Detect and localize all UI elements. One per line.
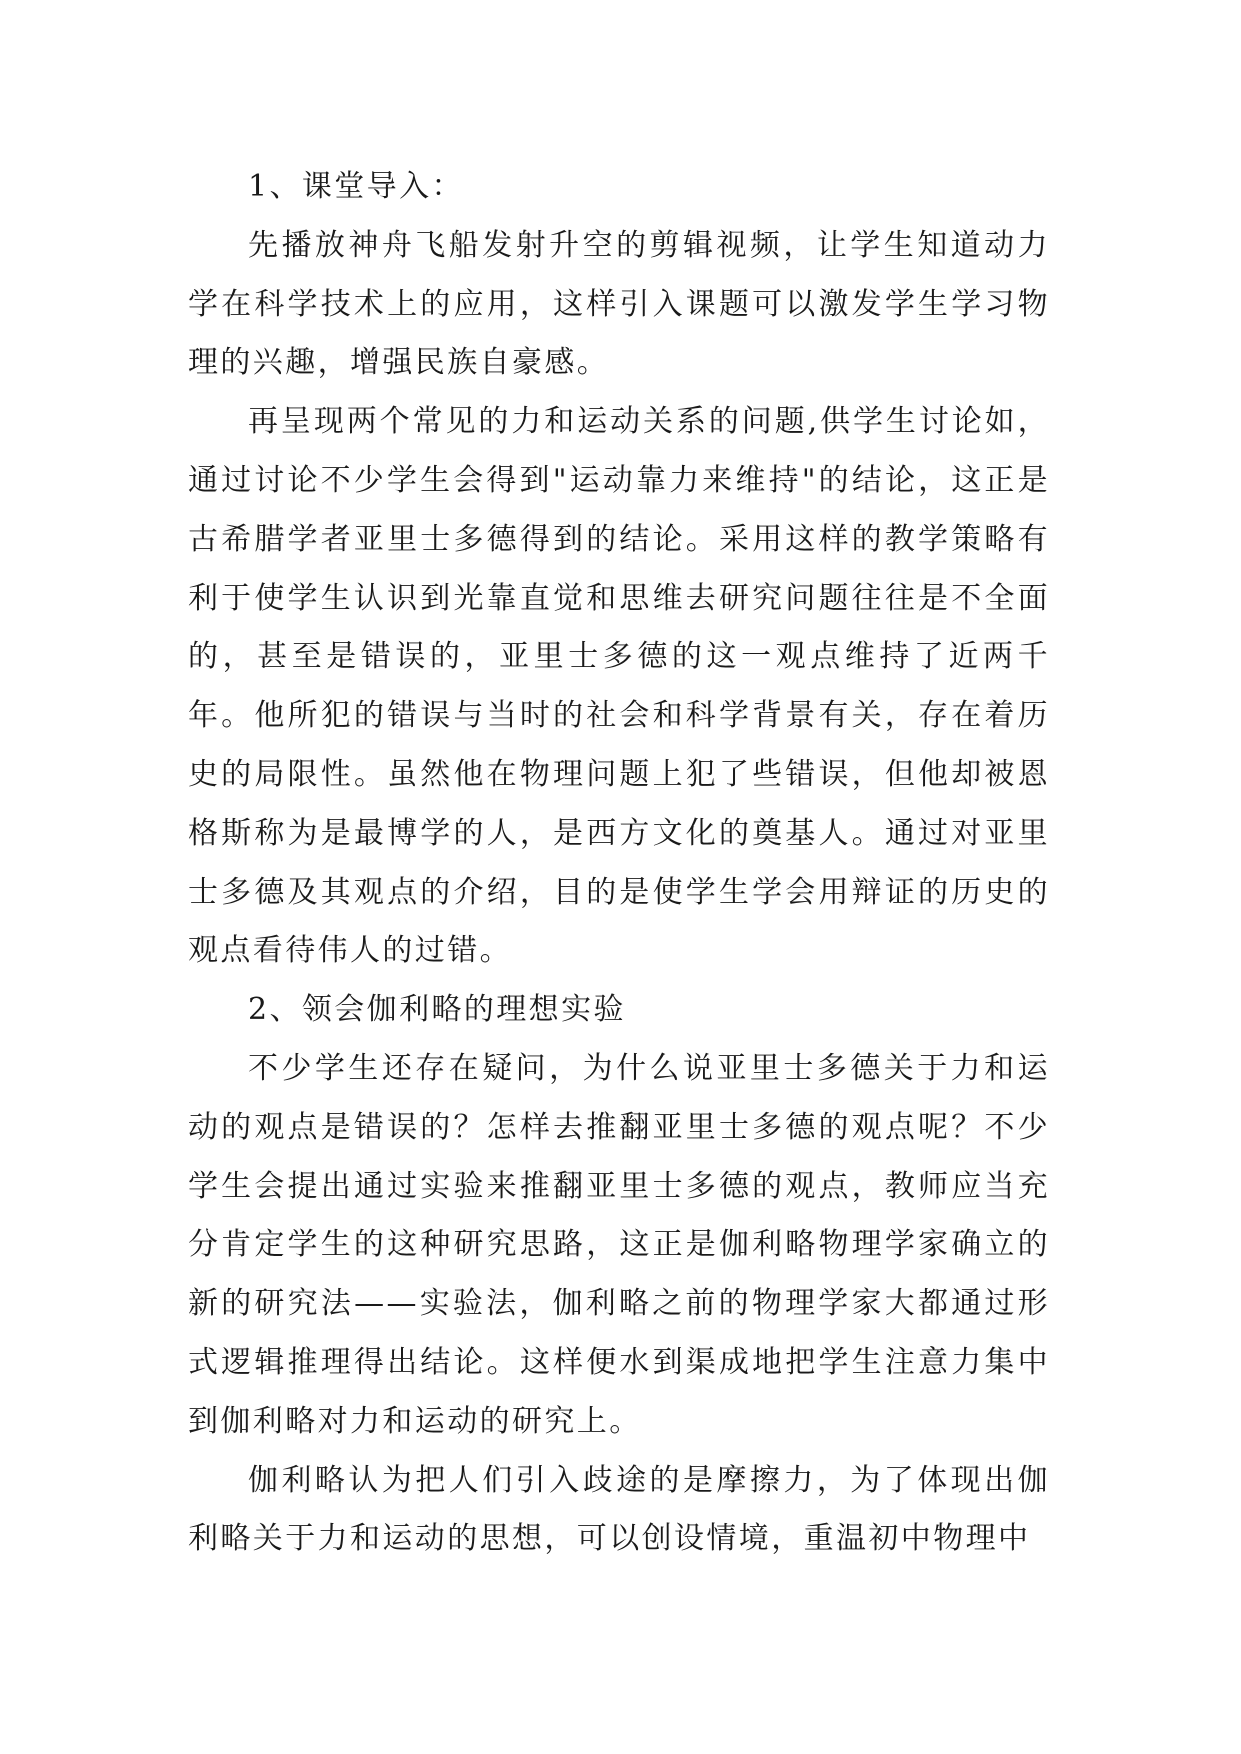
section-heading-classroom-intro: 1、课堂导入： bbox=[248, 169, 464, 204]
paragraph-video-intro: 先播放神舟飞船发射升空的剪辑视频，让学生知道动力学在科学技术上的应用，这样引入课题可以激发学生学习物理的兴趣，增强民族自豪感。 bbox=[188, 227, 1050, 381]
paragraph-experimental-method: 不少学生还存在疑问，为什么说亚里士多德关于力和运动的观点是错误的？怎样去推翻亚里士多德的观点呢？不少学生会提出通过实验来推翻亚里士多德的观点，教师应当充分肯定学生的这种研究思路，这正是伽利略物理学家确立的新的研究法——实验法，伽利略之前的物理学家大都通过形式逻辑推理得出结论。这样便水到渠成地把学生注意力集中到伽利略对力和运动的研究上。 bbox=[188, 1050, 1050, 1439]
paragraph-friction: 伽利略认为把人们引入歧途的是摩擦力，为了体现出伽利略关于力和运动的思想，可以创设情境，重温初中物理中 bbox=[188, 1462, 1050, 1557]
section-heading-galileo-experiment: 2、领会伽利略的理想实验 bbox=[248, 992, 626, 1028]
document-body bbox=[188, 158, 1050, 1569]
paragraph-aristotle-discussion: 再呈现两个常见的力和运动关系的问题,供学生讨论如，通过讨论不少学生会得到"运动靠力来维持"的结论，这正是古希腊学者亚里士多德得到的结论。采用这样的教学策略有利于使学生认识到光靠直觉和思维去研究问题往往是不全面的，甚至是错误的，亚里士多德的这一观点维持了近两千年。他所犯的错误与当时的社会和科学背景有关，存在着历史的局限性。虽然他在物理问题上犯了些错误，但他却被恩格斯称为是最博学的人，是西方文化的奠基人。通过对亚里士多德及其观点的介绍，目的是使学生学会用辩证的历史的观点看待伟人的过错。 bbox=[188, 404, 1050, 969]
